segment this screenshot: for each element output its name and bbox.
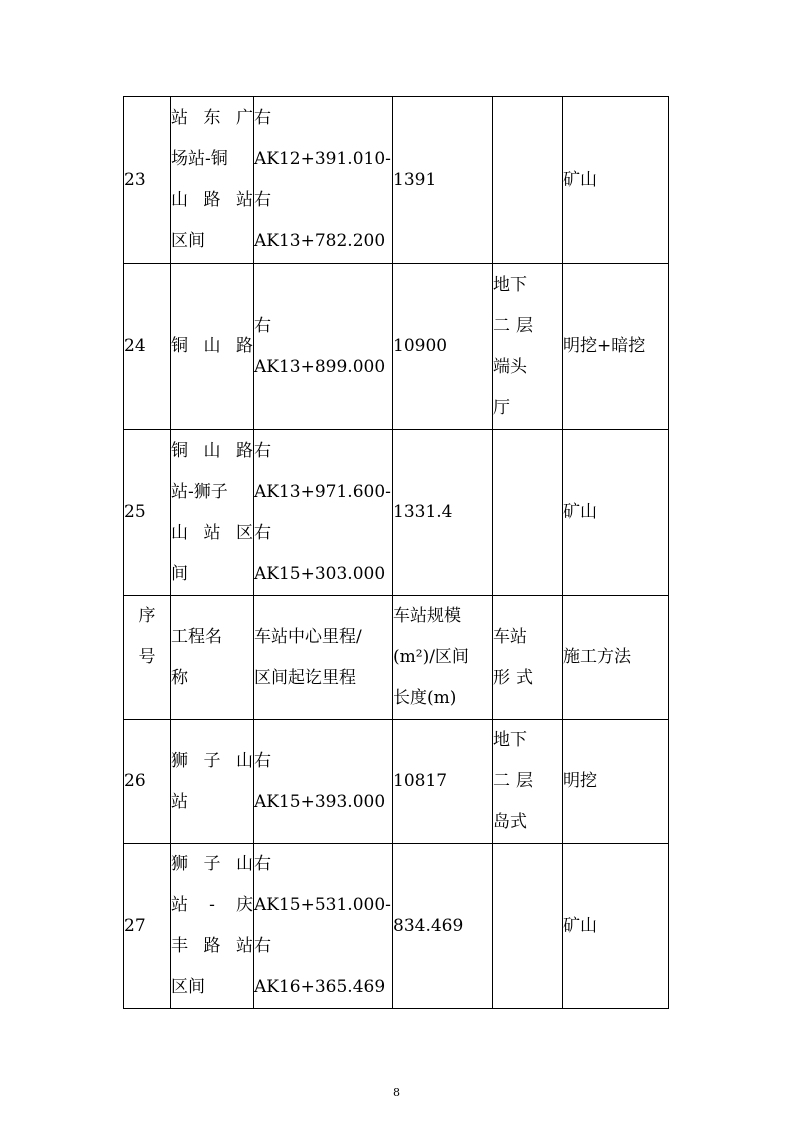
table-row	[124, 720, 669, 844]
mileage-cell: 右 AK15+393.000	[254, 720, 393, 844]
seq-cell: 27	[124, 844, 171, 1009]
project-table	[123, 96, 669, 1009]
header-seq: 序 号	[124, 596, 171, 720]
scale-cell: 1391	[393, 97, 493, 264]
project-name-cell: 狮子山 站-庆 丰路站 区间	[171, 844, 254, 1009]
method-cell: 明挖	[563, 720, 669, 844]
scale-cell: 1331.4	[393, 430, 493, 596]
table-header-row	[124, 596, 669, 720]
seq-cell: 23	[124, 97, 171, 264]
station-form-cell: 地下 二层 端头 厅	[493, 264, 563, 430]
seq-cell: 26	[124, 720, 171, 844]
method-cell: 明挖+暗挖	[563, 264, 669, 430]
seq-cell: 24	[124, 264, 171, 430]
method-cell: 矿山	[563, 844, 669, 1009]
scale-cell: 834.469	[393, 844, 493, 1009]
station-form-cell	[493, 844, 563, 1009]
scale-cell: 10900	[393, 264, 493, 430]
project-name-cell: 铜山路	[171, 264, 254, 430]
mileage-cell: 右 AK12+391.010- 右 AK13+782.200	[254, 97, 393, 264]
project-name-cell: 狮子山 站	[171, 720, 254, 844]
header-scale: 车站规模 (m²)/区间 长度(m)	[393, 596, 493, 720]
station-form-cell: 地下 二层 岛式	[493, 720, 563, 844]
header-station-form: 车站 形式	[493, 596, 563, 720]
table-row	[124, 844, 669, 1009]
scale-cell: 10817	[393, 720, 493, 844]
seq-cell: 25	[124, 430, 171, 596]
table-row	[124, 264, 669, 430]
mileage-cell: 右 AK13+971.600- 右 AK15+303.000	[254, 430, 393, 596]
header-mileage: 车站中心里程/ 区间起讫里程	[254, 596, 393, 720]
project-name-cell: 站东广 场站-铜 山路站 区间	[171, 97, 254, 264]
page-number: 8	[393, 1086, 400, 1099]
project-name-cell: 铜山路 站-狮子 山站区 间	[171, 430, 254, 596]
station-form-cell	[493, 430, 563, 596]
table-row	[124, 430, 669, 596]
table-row	[124, 97, 669, 264]
method-cell: 矿山	[563, 430, 669, 596]
mileage-cell: 右 AK15+531.000- 右 AK16+365.469	[254, 844, 393, 1009]
header-project-name: 工程名 称	[171, 596, 254, 720]
header-construction-method: 施工方法	[563, 596, 669, 720]
mileage-cell: 右 AK13+899.000	[254, 264, 393, 430]
station-form-cell	[493, 97, 563, 264]
method-cell: 矿山	[563, 97, 669, 264]
